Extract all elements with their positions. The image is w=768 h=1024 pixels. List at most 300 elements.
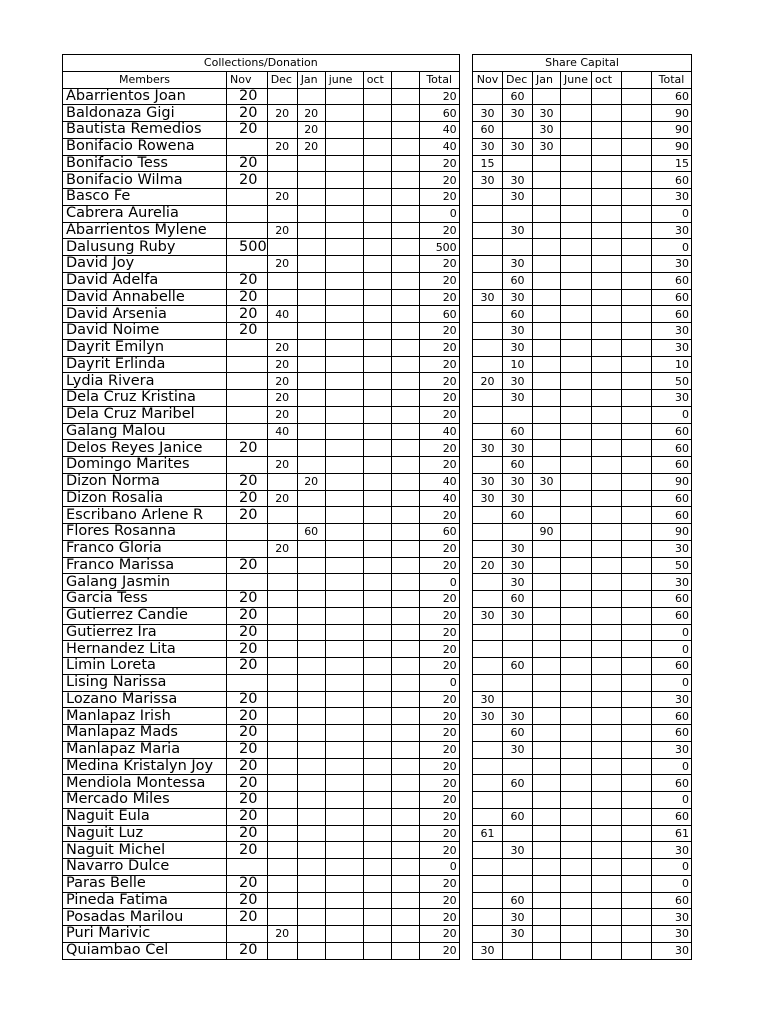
total-value: 50 xyxy=(652,557,692,574)
dec-value xyxy=(267,725,297,742)
total-value: 20 xyxy=(419,658,459,675)
extra-value xyxy=(391,138,419,155)
extra-value xyxy=(622,909,652,926)
june-value xyxy=(561,473,592,490)
oct-value xyxy=(363,473,391,490)
dec-value xyxy=(267,792,297,809)
extra-value xyxy=(391,306,419,323)
total-value: 60 xyxy=(652,775,692,792)
nov-value: 20 xyxy=(227,591,268,608)
total-value: 20 xyxy=(419,926,459,943)
dec-value xyxy=(267,825,297,842)
table-row xyxy=(473,540,692,557)
table-row xyxy=(473,875,692,892)
extra-value xyxy=(391,256,419,273)
table-row xyxy=(473,624,692,641)
oct-value xyxy=(592,423,622,440)
dec-value xyxy=(267,172,297,189)
total-value: 60 xyxy=(652,272,692,289)
nov-value xyxy=(473,406,503,423)
oct-value xyxy=(363,222,391,239)
table-row xyxy=(63,624,460,641)
june-value xyxy=(325,105,363,122)
jan-value xyxy=(533,909,561,926)
total-value: 0 xyxy=(652,624,692,641)
total-value: 40 xyxy=(419,473,459,490)
june-value xyxy=(561,708,592,725)
june-value xyxy=(561,122,592,139)
table-row xyxy=(63,155,460,172)
jan-value xyxy=(297,775,325,792)
extra-value xyxy=(391,892,419,909)
extra-value xyxy=(391,540,419,557)
extra-value xyxy=(622,390,652,407)
dec-value: 30 xyxy=(503,138,533,155)
extra-value xyxy=(391,641,419,658)
nov-value xyxy=(227,205,268,222)
oct-value xyxy=(363,842,391,859)
dec-value xyxy=(267,272,297,289)
oct-value xyxy=(363,942,391,959)
member-name: David Noime xyxy=(63,323,227,340)
total-value: 20 xyxy=(419,842,459,859)
table-row xyxy=(63,339,460,356)
table-row xyxy=(473,792,692,809)
total-value: 30 xyxy=(652,926,692,943)
extra-value xyxy=(622,574,652,591)
dec-value: 20 xyxy=(267,373,297,390)
table-row xyxy=(63,758,460,775)
total-value: 60 xyxy=(652,423,692,440)
total-value: 20 xyxy=(419,189,459,206)
oct-value xyxy=(592,624,622,641)
oct-value xyxy=(363,892,391,909)
table-row xyxy=(63,691,460,708)
total-value: 60 xyxy=(652,289,692,306)
oct-value xyxy=(363,775,391,792)
june-value xyxy=(561,591,592,608)
jan-value xyxy=(297,88,325,105)
extra-value xyxy=(391,88,419,105)
total-value: 20 xyxy=(419,875,459,892)
june-value xyxy=(325,356,363,373)
nov-value: 30 xyxy=(473,172,503,189)
jan-value xyxy=(297,758,325,775)
june-value xyxy=(325,289,363,306)
total-value: 30 xyxy=(652,842,692,859)
nov-value xyxy=(227,859,268,876)
nov-value: 20 xyxy=(227,909,268,926)
extra-value xyxy=(391,289,419,306)
extra-value xyxy=(391,607,419,624)
june-value xyxy=(325,306,363,323)
nov-value xyxy=(227,390,268,407)
nov-value xyxy=(473,758,503,775)
june-value xyxy=(325,842,363,859)
member-name: Posadas Marilou xyxy=(63,909,227,926)
dec-value xyxy=(267,892,297,909)
jan-value xyxy=(297,440,325,457)
dec-value xyxy=(503,122,533,139)
member-name: Baldonaza Gigi xyxy=(63,105,227,122)
nov-value xyxy=(473,306,503,323)
dec-value: 30 xyxy=(503,741,533,758)
total-value: 60 xyxy=(652,892,692,909)
oct-value xyxy=(363,507,391,524)
dec-value xyxy=(267,289,297,306)
total-value: 60 xyxy=(652,708,692,725)
june-value xyxy=(561,239,592,256)
dec-value xyxy=(267,624,297,641)
june-value xyxy=(561,222,592,239)
extra-value xyxy=(622,507,652,524)
total-value: 60 xyxy=(652,172,692,189)
table-row xyxy=(473,725,692,742)
nov-value: 61 xyxy=(473,825,503,842)
nov-value: 20 xyxy=(227,942,268,959)
table-row xyxy=(63,674,460,691)
dec-value: 60 xyxy=(503,658,533,675)
june-value xyxy=(561,842,592,859)
extra-value xyxy=(391,859,419,876)
dec-value xyxy=(503,406,533,423)
extra-value xyxy=(622,323,652,340)
extra-value xyxy=(622,758,652,775)
june-value xyxy=(325,423,363,440)
extra-value xyxy=(622,792,652,809)
june-value xyxy=(561,641,592,658)
total-value: 60 xyxy=(652,490,692,507)
total-value: 90 xyxy=(652,473,692,490)
jan-value xyxy=(533,272,561,289)
table-row xyxy=(63,473,460,490)
member-name: Abarrientos Joan xyxy=(63,88,227,105)
table-row xyxy=(63,591,460,608)
oct-value xyxy=(363,591,391,608)
june-value xyxy=(325,239,363,256)
extra-value xyxy=(391,792,419,809)
table-row xyxy=(63,524,460,541)
oct-value xyxy=(363,339,391,356)
extra-value xyxy=(622,373,652,390)
oct-value xyxy=(363,105,391,122)
nov-value: 30 xyxy=(473,708,503,725)
june-value xyxy=(561,674,592,691)
june-value xyxy=(561,172,592,189)
oct-value xyxy=(592,658,622,675)
nov-value: 20 xyxy=(227,658,268,675)
june-value xyxy=(561,323,592,340)
table-row xyxy=(63,859,460,876)
dec-value xyxy=(503,942,533,959)
table-row xyxy=(63,88,460,105)
dec-value xyxy=(267,875,297,892)
table-row xyxy=(63,256,460,273)
june-value xyxy=(325,256,363,273)
jan-value xyxy=(533,926,561,943)
table-row xyxy=(63,423,460,440)
june-value xyxy=(561,942,592,959)
nov-value: 20 xyxy=(227,105,268,122)
june-value xyxy=(325,591,363,608)
dec-value xyxy=(267,239,297,256)
jan-value xyxy=(533,658,561,675)
june-value xyxy=(325,892,363,909)
oct-value xyxy=(592,205,622,222)
nov-value: 20 xyxy=(227,825,268,842)
june-value xyxy=(325,88,363,105)
total-value: 60 xyxy=(652,507,692,524)
member-name: Dela Cruz Kristina xyxy=(63,390,227,407)
total-value: 20 xyxy=(419,825,459,842)
june-value xyxy=(325,624,363,641)
jan-value xyxy=(533,256,561,273)
june-value xyxy=(561,808,592,825)
extra-value xyxy=(391,155,419,172)
dec-value xyxy=(267,942,297,959)
extra-value xyxy=(391,926,419,943)
oct-value xyxy=(363,540,391,557)
jan-value xyxy=(533,423,561,440)
table-row xyxy=(473,473,692,490)
extra-value xyxy=(622,222,652,239)
oct-value xyxy=(592,88,622,105)
table-row xyxy=(63,507,460,524)
jan-value xyxy=(297,390,325,407)
table-row xyxy=(63,138,460,155)
extra-value xyxy=(622,490,652,507)
table-row xyxy=(63,272,460,289)
table-row xyxy=(473,373,692,390)
nov-value xyxy=(227,373,268,390)
dec-value: 30 xyxy=(503,105,533,122)
jan-value xyxy=(297,624,325,641)
june-value xyxy=(561,339,592,356)
june-value xyxy=(325,339,363,356)
dec-value: 30 xyxy=(503,440,533,457)
member-name: David Annabelle xyxy=(63,289,227,306)
dec-value xyxy=(267,909,297,926)
dec-value xyxy=(267,557,297,574)
june-value xyxy=(561,256,592,273)
member-name: Naguit Eula xyxy=(63,808,227,825)
dec-value: 30 xyxy=(503,607,533,624)
dec-value xyxy=(267,323,297,340)
total-value: 500 xyxy=(419,239,459,256)
total-value: 20 xyxy=(419,607,459,624)
dec-value: 60 xyxy=(503,272,533,289)
member-name: Abarrientos Mylene xyxy=(63,222,227,239)
nov-value: 20 xyxy=(227,272,268,289)
oct-value xyxy=(363,323,391,340)
june-value xyxy=(561,909,592,926)
table-row xyxy=(63,356,460,373)
dec-value xyxy=(267,88,297,105)
total-value: 60 xyxy=(652,808,692,825)
june-value xyxy=(561,691,592,708)
nov-value xyxy=(473,524,503,541)
oct-value xyxy=(592,222,622,239)
jan-value xyxy=(297,406,325,423)
oct-value xyxy=(592,574,622,591)
extra-value xyxy=(622,875,652,892)
jan-value xyxy=(297,172,325,189)
jan-value xyxy=(297,674,325,691)
nov-value xyxy=(473,507,503,524)
extra-value xyxy=(391,524,419,541)
dec-value xyxy=(267,775,297,792)
table-row xyxy=(63,490,460,507)
jan-value xyxy=(533,725,561,742)
oct-value xyxy=(592,825,622,842)
jan-value xyxy=(297,189,325,206)
oct-value xyxy=(592,674,622,691)
table-row xyxy=(473,105,692,122)
table-row xyxy=(473,808,692,825)
jan-value xyxy=(533,323,561,340)
table-row xyxy=(63,172,460,189)
table-row xyxy=(63,607,460,624)
dec-value: 30 xyxy=(503,926,533,943)
june-value xyxy=(561,356,592,373)
member-name: Dalusung Ruby xyxy=(63,239,227,256)
member-name: Manlapaz Mads xyxy=(63,725,227,742)
extra-value xyxy=(622,423,652,440)
dec-value xyxy=(267,808,297,825)
dec-value: 30 xyxy=(503,172,533,189)
june-value xyxy=(325,138,363,155)
june-value xyxy=(325,189,363,206)
jan-value xyxy=(297,490,325,507)
dec-value: 60 xyxy=(503,88,533,105)
extra-value xyxy=(622,641,652,658)
oct-value xyxy=(363,557,391,574)
nov-value: 20 xyxy=(227,440,268,457)
extra-value xyxy=(622,105,652,122)
total-value: 20 xyxy=(419,507,459,524)
jan-value xyxy=(533,708,561,725)
nov-value xyxy=(473,624,503,641)
june-value xyxy=(561,507,592,524)
total-value: 20 xyxy=(419,155,459,172)
jan-value: 30 xyxy=(533,473,561,490)
oct-value xyxy=(363,909,391,926)
oct-value xyxy=(592,390,622,407)
oct-value xyxy=(363,373,391,390)
total-value: 20 xyxy=(419,356,459,373)
jan-value xyxy=(297,239,325,256)
jan-value xyxy=(297,289,325,306)
dec-value: 20 xyxy=(267,105,297,122)
extra-value xyxy=(622,808,652,825)
total-value: 60 xyxy=(652,457,692,474)
total-value: 20 xyxy=(419,373,459,390)
june-value xyxy=(561,524,592,541)
dec-value: 20 xyxy=(267,256,297,273)
june-value xyxy=(325,155,363,172)
june-value xyxy=(561,825,592,842)
june-value xyxy=(325,574,363,591)
extra-value xyxy=(622,741,652,758)
nov-value: 20 xyxy=(227,507,268,524)
table-row xyxy=(63,406,460,423)
jan-value xyxy=(297,825,325,842)
jan-value xyxy=(297,222,325,239)
dec-value: 60 xyxy=(503,423,533,440)
member-name: Dayrit Erlinda xyxy=(63,356,227,373)
june-value xyxy=(325,792,363,809)
nov-value xyxy=(227,524,268,541)
jan-value xyxy=(533,875,561,892)
nov-value xyxy=(227,406,268,423)
member-name: Naguit Michel xyxy=(63,842,227,859)
oct-value xyxy=(363,155,391,172)
jan-value xyxy=(533,373,561,390)
member-name: Lydia Rivera xyxy=(63,373,227,390)
june-value xyxy=(325,390,363,407)
june-value xyxy=(561,758,592,775)
dec-value xyxy=(503,859,533,876)
nov-value xyxy=(473,842,503,859)
nov-value xyxy=(473,390,503,407)
extra-value xyxy=(622,272,652,289)
june-value xyxy=(561,658,592,675)
table-row xyxy=(63,457,460,474)
oct-value xyxy=(363,658,391,675)
june-value xyxy=(325,775,363,792)
table-row xyxy=(473,507,692,524)
extra-value xyxy=(622,607,652,624)
oct-value xyxy=(592,775,622,792)
june-value xyxy=(325,641,363,658)
nov-value xyxy=(473,741,503,758)
nov-value: 20 xyxy=(227,323,268,340)
jan-value xyxy=(533,691,561,708)
dec-value xyxy=(267,691,297,708)
nov-value: 20 xyxy=(227,557,268,574)
jan-value xyxy=(297,909,325,926)
nov-value xyxy=(473,775,503,792)
nov-value: 20 xyxy=(227,624,268,641)
oct-value xyxy=(363,172,391,189)
extra-value xyxy=(622,859,652,876)
extra-value xyxy=(391,390,419,407)
dec-value xyxy=(267,122,297,139)
total-value: 20 xyxy=(419,540,459,557)
extra-value xyxy=(391,708,419,725)
june-value xyxy=(325,691,363,708)
dec-value: 30 xyxy=(503,557,533,574)
nov-value xyxy=(227,423,268,440)
june-value xyxy=(561,574,592,591)
nov-value: 20 xyxy=(227,758,268,775)
member-name: Escribano Arlene R xyxy=(63,507,227,524)
extra-value xyxy=(622,172,652,189)
jan-value xyxy=(297,641,325,658)
june-value xyxy=(325,323,363,340)
total-value: 20 xyxy=(419,406,459,423)
total-value: 40 xyxy=(419,423,459,440)
oct-value xyxy=(363,725,391,742)
table-row xyxy=(473,306,692,323)
total-value: 90 xyxy=(652,524,692,541)
table-row xyxy=(473,222,692,239)
member-name: Quiambao Cel xyxy=(63,942,227,959)
table-row xyxy=(473,122,692,139)
table-row xyxy=(473,926,692,943)
extra-value xyxy=(391,875,419,892)
jan-value xyxy=(297,926,325,943)
